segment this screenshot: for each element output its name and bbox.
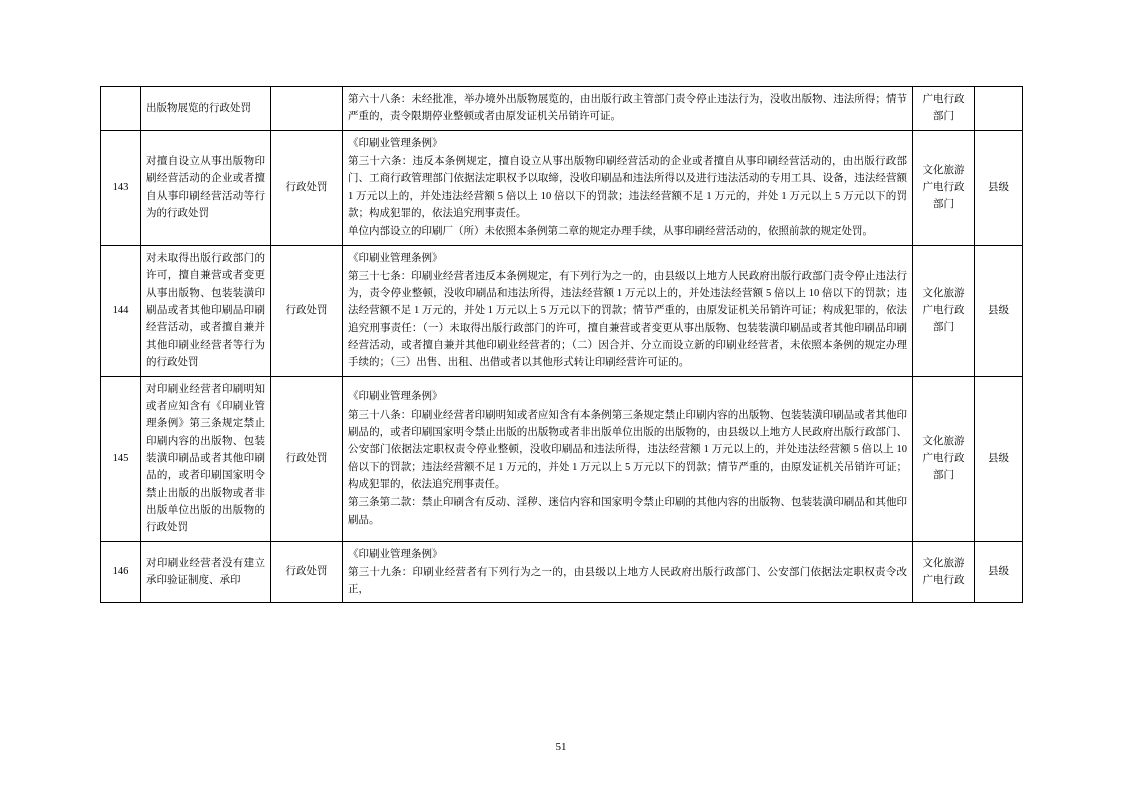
row-type <box>271 87 343 131</box>
row-level: 县级 <box>975 376 1023 541</box>
row-level <box>975 87 1023 131</box>
table-row <box>101 541 1023 603</box>
table-row <box>101 245 1023 376</box>
row-item-name <box>141 87 271 131</box>
row-basis <box>343 245 913 376</box>
row-type: 行政处罚 <box>271 245 343 376</box>
row-item-text: 对印刷业经营者没有建立承印验证制度、承印 <box>146 557 265 586</box>
row-org: 文化旅游广电行政 <box>913 541 975 603</box>
basis-title: 《印刷业管理条例》 <box>348 548 443 560</box>
basis-title: 《印刷业管理条例》 <box>348 391 443 403</box>
row-item-text: 对未取得出版行政部门的许可，擅自兼营或者变更从事出版物、包装装潢印刷品或者其他印刷品印刷经营活动，或者擅自兼并其他印刷业经营者等行为的行政处罚 <box>146 253 265 368</box>
table-row <box>101 376 1023 541</box>
row-item-text: 出版物展览的行政处罚 <box>146 102 251 114</box>
basis-paragraph: 第六十八条：未经批准，举办境外出版物展览的，由出版行政主管部门责令停止违法行为，没收出版物、违法所得；情节严重的，责令限期停业整顿或者由原发证机关吊销许可证。 <box>348 94 907 123</box>
row-number: 143 <box>101 130 141 245</box>
basis-paragraph: 第三十七条：印刷业经营者违反本条例规定，有下列行为之一的，由县级以上地方人民政府出版行政部门责令停止违法行为，责令停业整顿，没收印刷品和违法所得，违法经营额 1 万元以上的，并处违法经营额 5 倍以上 10 倍以下的罚款；违法经营额不足 1 万元的，并处 1 万元以上 5 万元以下的罚款；情节严重的，由原发证机关吊销许可证；构成犯罪的，依法追究刑事责任：（一）未取得出版行政部门的许可，擅自兼营或者变更从事出版物、包装装潢印刷品或者其他印刷品印刷经营活动，或者擅自兼并其他印刷业经营者的；（二）因合并、分立而设立新的印刷业经营者，未依照本条例的规定办理手续的；（三）出售、出租、出借或者以其他形式转让印刷经营许可证的。 <box>348 270 907 369</box>
row-number: 146 <box>101 541 141 603</box>
row-item-name <box>141 376 271 541</box>
row-basis <box>343 87 913 131</box>
row-type: 行政处罚 <box>271 541 343 603</box>
row-level: 县级 <box>975 245 1023 376</box>
row-basis <box>343 130 913 245</box>
basis-paragraph: 第三条第二款：禁止印刷含有反动、淫秽、迷信内容和国家明令禁止印刷的其他内容的出版物、包装装潢印刷品和其他印刷品。 <box>348 497 907 526</box>
row-level: 县级 <box>975 130 1023 245</box>
basis-title: 《印刷业管理条例》 <box>348 137 443 149</box>
table-row <box>101 130 1023 245</box>
basis-paragraph: 第三十八条：印刷业经营者印刷明知或者应知含有本条例第三条规定禁止印刷内容的出版物、包装装潢印刷品或者其他印刷品的，或者印刷国家明令禁止出版的出版物或者非出版单位出版的出版物的，由县级以上地方人民政府出版行政部门、公安部门依据法定职权责令停业整顿，没收印刷品和违法所得，违法经营额 1 万元以上的，并处违法经营额 5 倍以上 10 倍以下的罚款；违法经营额不足 1 万元的，并处 1 万元以上 5 万元以下的罚款；情节严重的，由原发证机关吊销许可证；构成犯罪的，依法追究刑事责任。 <box>348 409 907 490</box>
row-org: 文化旅游广电行政部门 <box>913 245 975 376</box>
page-number: 51 <box>555 741 567 753</box>
row-number: 145 <box>101 376 141 541</box>
row-level: 县级 <box>975 541 1023 603</box>
regulation-table <box>100 86 1023 603</box>
row-basis <box>343 541 913 603</box>
row-org: 广电行政部门 <box>913 87 975 131</box>
row-number <box>101 87 141 131</box>
table-row <box>101 87 1023 131</box>
basis-paragraph: 第三十六条：违反本条例规定，擅自设立从事出版物印刷经营活动的企业或者擅自从事印刷经营活动的，由出版行政部门、工商行政管理部门依据法定职权予以取缔，没收印刷品和违法所得以及进行违法活动的专用工具、设备，违法经营额 1 万元以上的，并处违法经营额 5 倍以上 10 倍以下的罚款；违法经营额不足 1 万元的，并处 1 万元以上 5 万元以下的罚款；构成犯罪的，依法追究刑事责任。 <box>348 155 907 219</box>
row-org: 文化旅游广电行政部门 <box>913 376 975 541</box>
row-item-text: 对擅自设立从事出版物印刷经营活动的企业或者擅自从事印刷经营活动等行为的行政处罚 <box>146 155 265 219</box>
basis-paragraph: 单位内部设立的印刷厂（所）未依照本条例第二章的规定办理手续，从事印刷经营活动的，依照前款的规定处罚。 <box>348 226 873 238</box>
basis-paragraph: 第三十九条：印刷业经营者有下列行为之一的，由县级以上地方人民政府出版行政部门、公安部门依据法定职权责令改正， <box>348 566 907 596</box>
row-item-name <box>141 245 271 376</box>
row-org: 文化旅游广电行政部门 <box>913 130 975 245</box>
row-item-text: 对印刷业经营者印刷明知或者应知含有《印刷业管理条例》第三条规定禁止印刷内容的出版物、包装装潢印刷品或者其他印刷品的，或者印刷国家明令禁止出版的出版物或者非出版单位出版的出版物的行政处罚 <box>146 383 265 534</box>
row-type: 行政处罚 <box>271 376 343 541</box>
row-basis <box>343 376 913 541</box>
row-number: 144 <box>101 245 141 376</box>
row-type: 行政处罚 <box>271 130 343 245</box>
basis-title: 《印刷业管理条例》 <box>348 252 443 264</box>
row-item-name <box>141 130 271 245</box>
row-item-name <box>141 541 271 603</box>
